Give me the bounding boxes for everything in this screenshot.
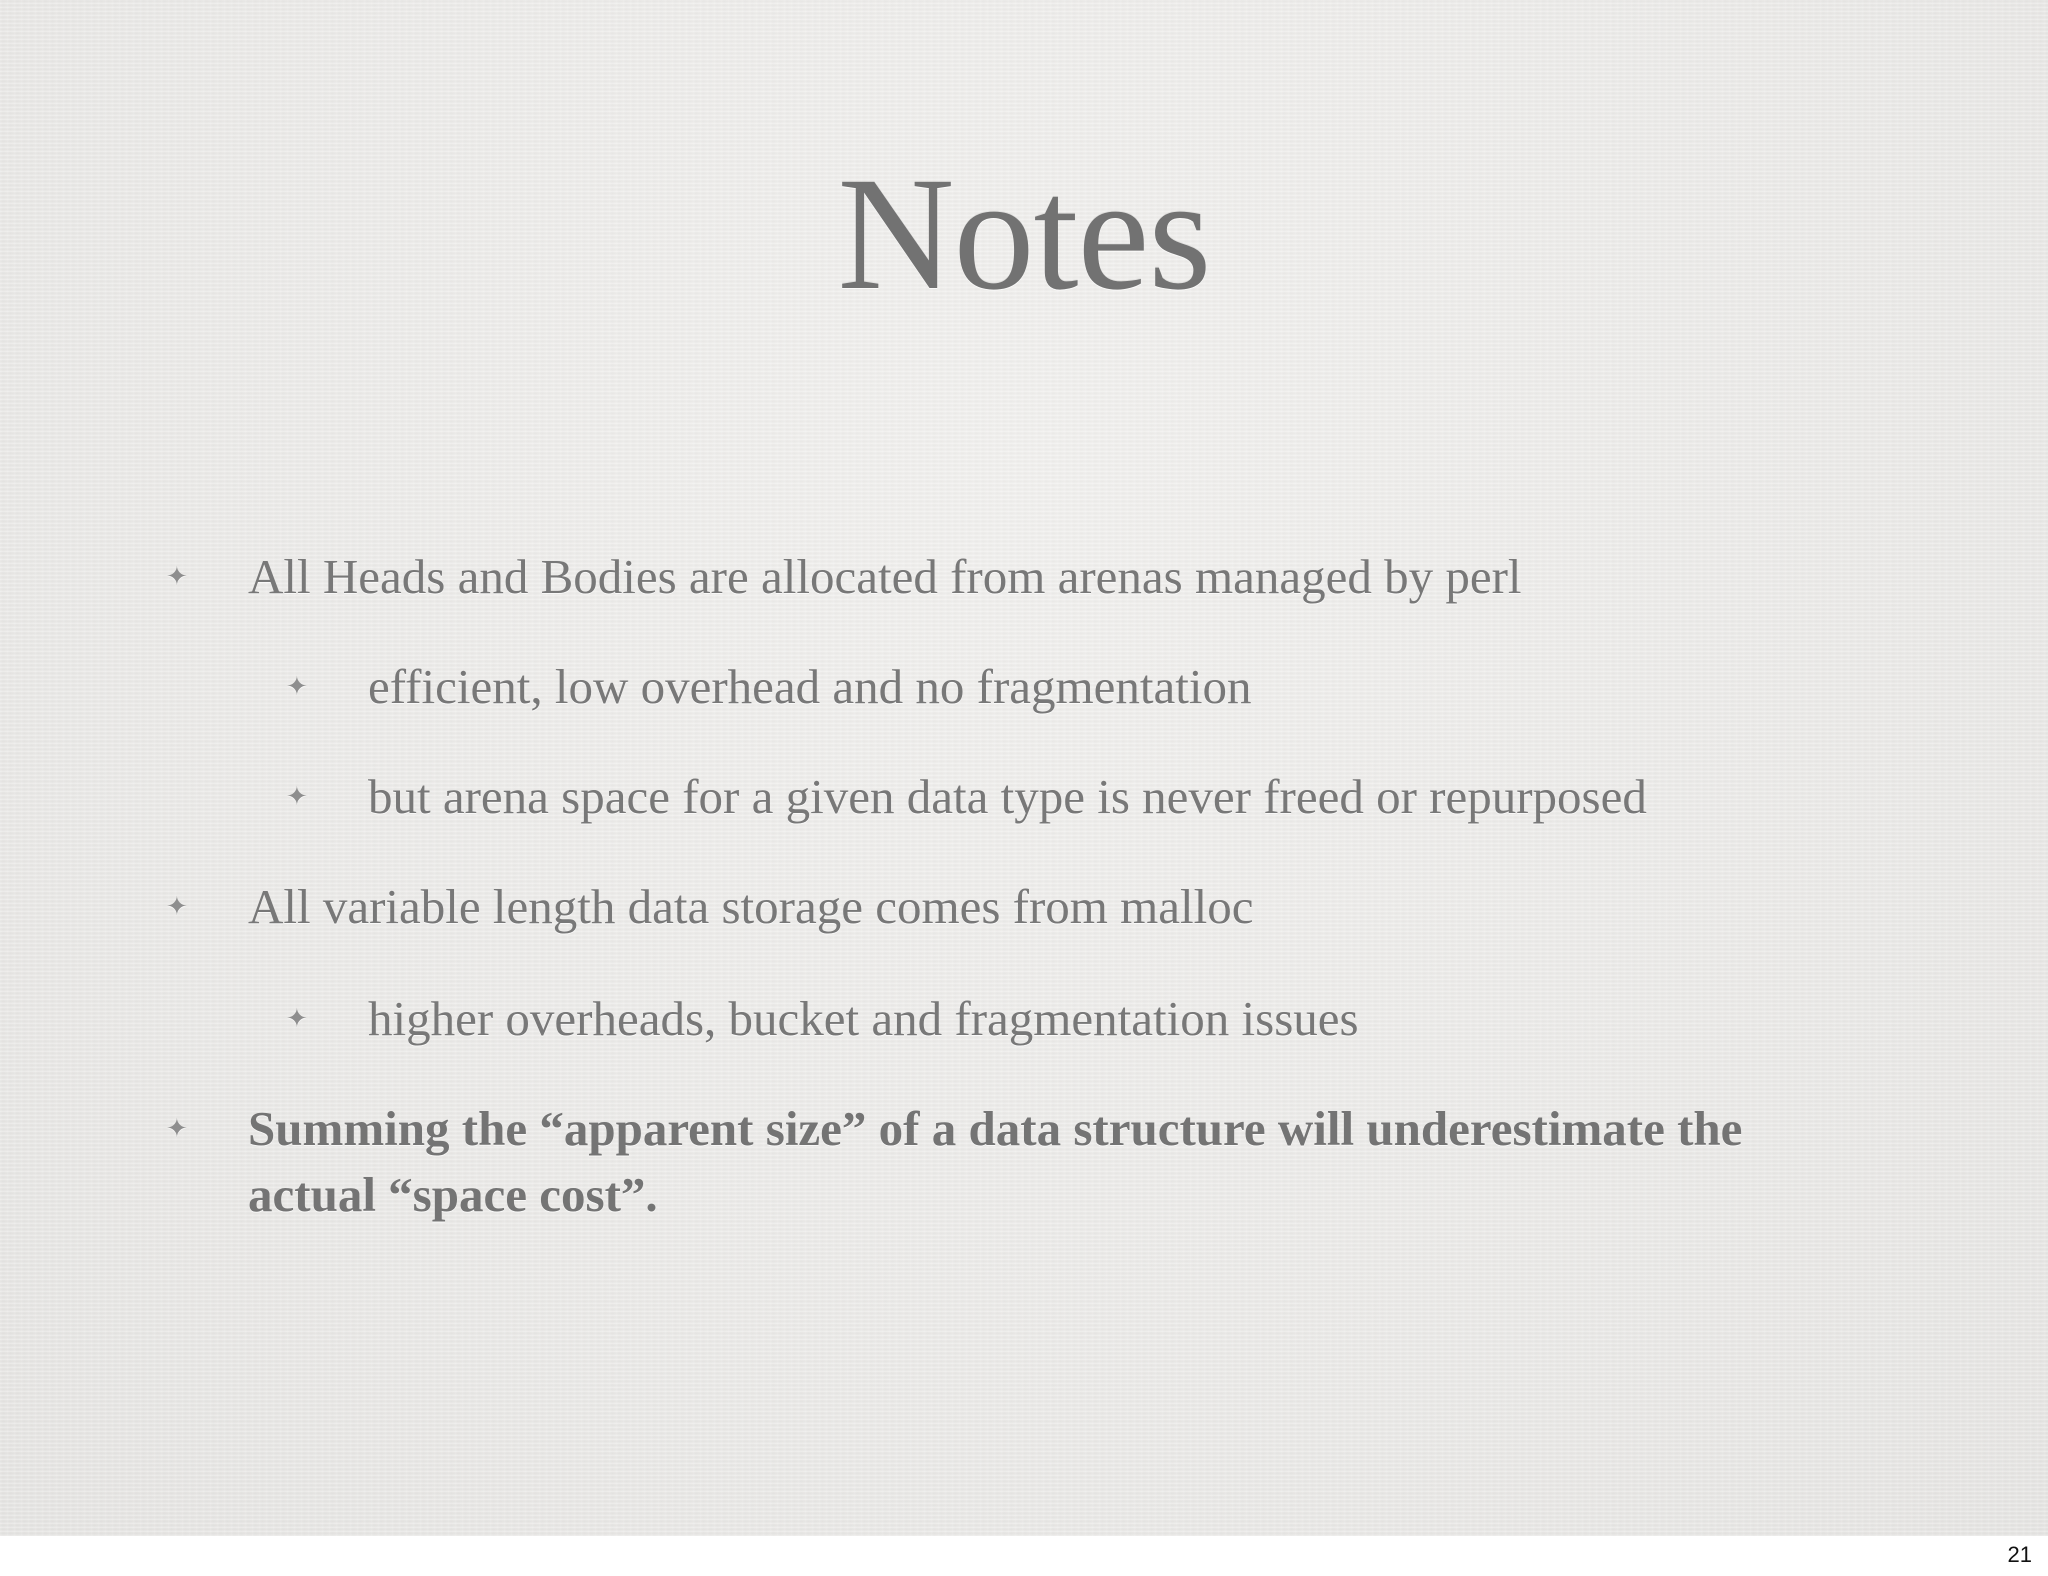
star-bullet-icon: ✦ xyxy=(286,1004,308,1033)
bullet-text: but arena space for a given data type is never freed or repurposed xyxy=(368,769,1647,824)
star-bullet-icon: ✦ xyxy=(166,562,188,591)
star-bullet-icon: ✦ xyxy=(286,672,308,701)
bullet-item xyxy=(166,544,1522,610)
bullet-item-emphasis xyxy=(166,1096,1848,1228)
star-bullet-icon: ✦ xyxy=(166,1114,188,1143)
slide-title: Notes xyxy=(837,145,1211,324)
bullet-text: All variable length data storage comes from malloc xyxy=(248,879,1254,934)
bullet-item xyxy=(286,764,1647,830)
bullet-item xyxy=(166,874,1254,940)
bullet-item xyxy=(286,654,1252,720)
bullet-item xyxy=(286,986,1359,1052)
bullet-text: higher overheads, bucket and fragmentation issues xyxy=(368,991,1359,1046)
page-number: 21 xyxy=(2007,1542,2032,1567)
bullet-text: efficient, low overhead and no fragmentation xyxy=(368,659,1252,714)
star-bullet-icon: ✦ xyxy=(286,782,308,811)
bullet-text: Summing the “apparent size” of a data structure will underestimate the actual “space cost”. xyxy=(248,1101,1743,1222)
star-bullet-icon: ✦ xyxy=(166,892,188,921)
bullet-text: All Heads and Bodies are allocated from arenas managed by perl xyxy=(248,549,1522,604)
